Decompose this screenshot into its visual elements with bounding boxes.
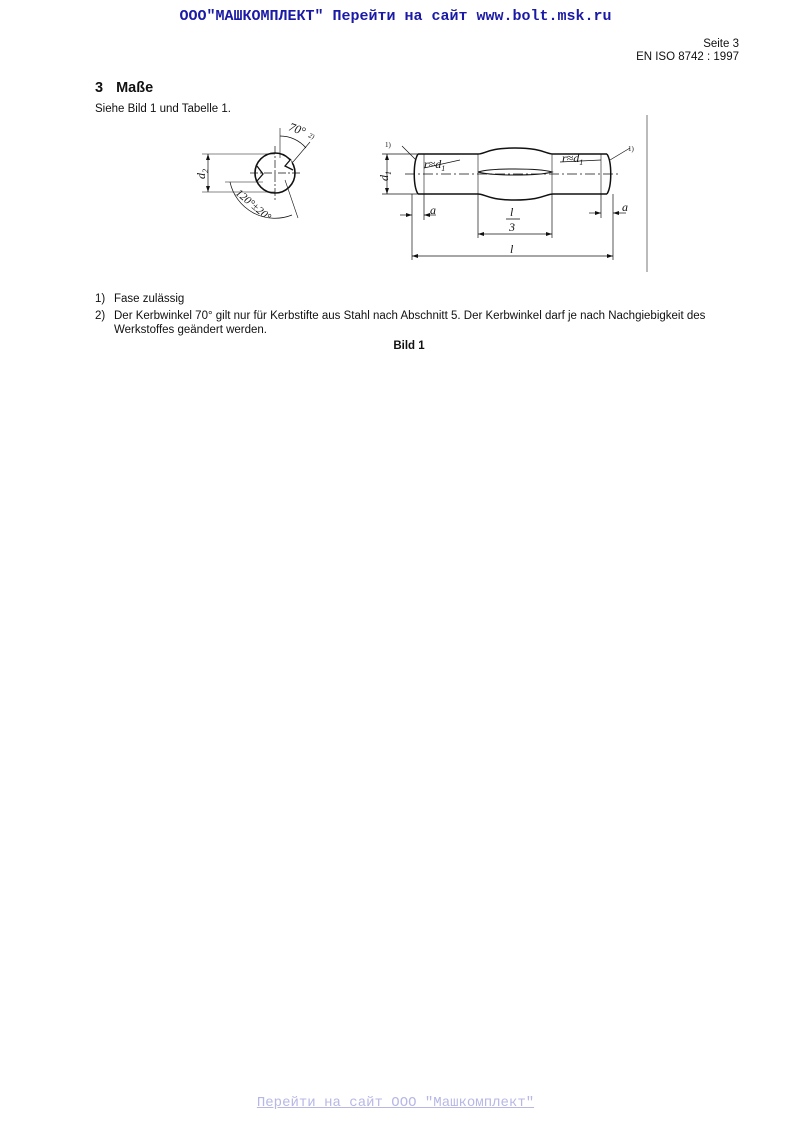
technical-drawing [180, 110, 660, 275]
footnote-2 [95, 309, 745, 337]
footnote-marker: 1) [95, 293, 106, 305]
footnotes [95, 292, 745, 340]
pin-side-view [405, 148, 620, 200]
site-banner-link[interactable]: ООО"МАШКОМПЛЕКТ" Перейти на сайт www.bolt.msk.ru [179, 8, 612, 25]
radius-label-right: $r\approx d_1$ [562, 151, 584, 167]
radius-label-left: $r\approx d_1$ [424, 157, 446, 173]
page-number: Seite 3 [703, 38, 739, 50]
drawing-svg [180, 110, 660, 275]
footnote-text: Fase zulässig [114, 293, 185, 305]
section-intro: Siehe Bild 1 und Tabelle 1. [95, 103, 231, 115]
pin-dimensions [382, 146, 630, 260]
section-number: 3 [95, 80, 104, 96]
figure-caption: Bild 1 [393, 340, 425, 352]
dim-l-third-denominator: 3 [509, 220, 515, 234]
dim-l-label: l [510, 242, 514, 256]
footnote-1 [95, 292, 745, 306]
dim-a-right-label: a [622, 200, 628, 214]
notch-angle-label: 70° [286, 119, 308, 139]
dim-l-third-numerator: l [510, 205, 514, 219]
footnote-marker: 2) [95, 310, 106, 322]
section-title: Maße [116, 80, 154, 96]
dim-d2-label: $d_2$ [194, 169, 210, 179]
dim-a-left-label: a [430, 203, 436, 217]
footer-site-link[interactable]: Перейти на сайт ООО "Машкомплект" [256, 1095, 535, 1111]
dim-d1-label: $d_1$ [377, 171, 393, 181]
chamfer-footnote-ref-left: 1) [385, 141, 391, 149]
notch-position-angle-label: 120°±20° [233, 187, 274, 224]
page-header [636, 38, 739, 64]
standard-number: EN ISO 8742 : 1997 [636, 51, 739, 63]
section-heading [95, 80, 153, 96]
notch-angle-footnote-ref: 2) [307, 131, 316, 141]
chamfer-footnote-ref-right: 1) [628, 145, 634, 153]
footnote-text: Der Kerbwinkel 70° gilt nur für Kerbstifte aus Stahl nach Abschnitt 5. Der Kerbwinkel darf je nach Nachgiebigkeit des Werkstoffes geändert werden. [114, 310, 706, 336]
